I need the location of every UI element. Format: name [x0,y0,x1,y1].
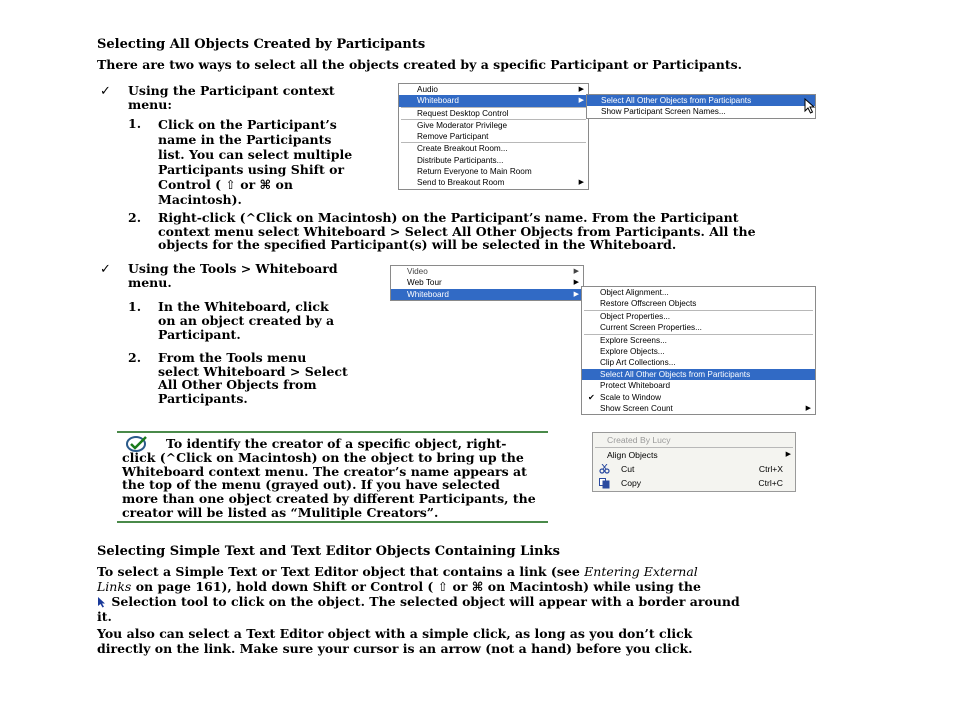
menu-item-explore-objects[interactable]: Explore Objects... [600,346,665,356]
menu-item-create-breakout[interactable]: Create Breakout Room... [417,144,508,154]
whiteboard-tools-submenu [581,286,816,415]
bullet-text [128,262,338,290]
menu-item-cut[interactable]: Cut Ctrl+X [593,462,795,476]
menu-item-protect-whiteboard[interactable]: Protect Whiteboard [600,381,671,391]
menu-item-explore-screens[interactable]: Explore Screens... [600,335,667,345]
menu-item-whiteboard[interactable]: Whiteboard ▶ [399,95,588,106]
step-number: 1. [128,116,142,131]
menu-item-created-by: Created By Lucy [607,435,671,445]
para-text: You also can select a Text Editor object with a simple click, as long as you don’t click [97,626,693,641]
para-text: it. [97,609,112,624]
submenu-arrow-icon: ▶ [573,290,579,298]
shortcut-copy: Ctrl+C [758,478,783,488]
tip-line: Whiteboard context menu. The creator’s name appears at [122,463,527,479]
whiteboard-context-menu [592,432,796,492]
menu-item-return-everyone[interactable]: Return Everyone to Main Room [417,167,532,177]
menu-item-object-properties[interactable]: Object Properties... [600,311,671,321]
menu-item-video[interactable]: Video ▶ [407,267,579,276]
whiteboard-submenu [586,94,816,119]
check-icon: ✓ [100,84,111,99]
step-line: From the Tools menu [158,350,307,365]
step-line: objects for the specified Participant(s) will be selected in the Whiteboard. [158,237,677,252]
intro-text: There are two ways to select all the objects created by a specific Participant or Participants. [97,57,742,72]
tip-line: To identify the creator of a specific object, right- [166,436,507,451]
menu-item-align-objects[interactable]: Align Objects ▶ [607,450,791,460]
tip-line: the top of the menu (grayed out). If you have selected [122,477,500,493]
menu-item-audio[interactable]: Audio ▶ [417,85,584,94]
menu-item-distribute[interactable]: Distribute Participants... [417,155,504,165]
step-text [158,300,334,342]
submenu-arrow-icon: ▶ [578,179,584,187]
cut-icon [599,464,610,474]
link-reference: Links [97,579,132,594]
section2-paragraph1 [97,564,740,624]
menu-item-whiteboard[interactable]: Whiteboard ▶ [391,289,583,300]
menu-item-show-screen-names[interactable]: Show Participant Screen Names... [601,107,726,117]
submenu-arrow-icon: ▶ [785,451,791,458]
bullet-line: menu. [128,275,172,290]
menu-item-web-tour[interactable]: Web Tour ▶ [407,278,579,288]
submenu-arrow-icon: ▶ [578,97,584,105]
menu-item-screen-properties[interactable]: Current Screen Properties... [600,323,702,333]
tip-text [122,437,536,520]
menu-item-scale-to-window[interactable]: ✔ Scale to Window [588,392,661,402]
checkmark-icon: ✔ [588,392,595,402]
step-text [158,211,756,252]
step-number: 2. [128,350,142,365]
section2-paragraph2 [97,627,692,656]
copy-icon [599,478,610,489]
link-reference: Entering External [584,564,698,579]
bullet-text: Using the Participant context menu: [128,83,335,112]
menu-item-clip-art[interactable]: Clip Art Collections... [600,358,676,368]
menu-item-object-alignment[interactable]: Object Alignment... [600,288,669,297]
para-text: To select a Simple Text or Text Editor object that contains a link (see [97,564,585,579]
step-line: All Other Objects from [158,377,317,392]
step-line: Right-click (^Click on Macintosh) on the Participant’s name. From the Participant [158,210,739,225]
menu-item-show-screen-count[interactable]: Show Screen Count ▶ [600,403,811,413]
selection-tool-icon [97,596,107,608]
para-text: directly on the link. Make sure your cursor is an arrow (not a hand) before you click. [97,640,693,656]
submenu-arrow-icon: ▶ [805,404,811,412]
submenu-arrow-icon: ▶ [573,279,579,287]
submenu-arrow-icon: ▶ [578,86,584,93]
menu-item-send-to-breakout[interactable]: Send to Breakout Room ▶ [417,178,584,188]
bullet-line: Using the Tools > Whiteboard [128,261,338,276]
menu-item-select-all-other-objects[interactable]: Select All Other Objects from Participants [587,95,815,106]
step-line: Control ( ⇧ or ⌘ on [158,177,293,192]
participant-context-menu [398,83,589,190]
cursor-arrow-icon [804,98,816,114]
step-line: In the Whiteboard, click [158,299,329,314]
step-line: Click on the Participant’s [158,117,337,132]
tip-line: creator will be listed as “Mulitiple Creators”. [122,504,439,520]
submenu-arrow-icon: ▶ [573,268,579,275]
menu-item-request-desktop-control[interactable]: Request Desktop Control [417,108,509,118]
para-text: Selection tool to click on the object. The selected object will appear with a border around [107,594,740,609]
check-icon: ✓ [100,262,111,277]
step-line: Participants using Shift or [158,162,345,177]
step-line: on an object created by a [158,313,335,328]
step-line: Participants. [158,390,248,406]
step-line: Participant. [158,327,241,342]
menu-item-restore-offscreen[interactable]: Restore Offscreen Objects [600,299,697,309]
step-text [158,117,352,207]
step-line: context menu select Whiteboard > Select All Other Objects from Participants. All the [158,223,756,239]
section-title: Selecting Simple Text and Text Editor Objects Containing Links [97,544,560,559]
section-title: Selecting All Objects Created by Participants [97,37,426,52]
tools-menu [390,265,584,301]
step-line: select Whiteboard > Select [158,363,348,379]
step-line: list. You can select multiple [158,147,353,162]
menu-item-give-moderator[interactable]: Give Moderator Privilege [417,120,508,130]
step-number: 2. [128,210,142,225]
step-line: Macintosh). [158,192,242,207]
tip-line: more than one object created by different Participants, the [122,491,536,507]
tip-line: click (^Click on Macintosh) on the object to bring up the [122,449,524,465]
step-number: 1. [128,299,142,314]
step-text [158,351,348,405]
shortcut-cut: Ctrl+X [758,464,783,474]
menu-item-remove-participant[interactable]: Remove Participant [417,132,489,142]
step-line: name in the Participants [158,132,332,147]
para-text: on page 161), hold down Shift or Control ( ⇧ or ⌘ on Macintosh) while using the [131,579,701,594]
menu-item-copy[interactable]: Copy Ctrl+C [593,476,795,490]
menu-item-select-all-other-objects[interactable]: Select All Other Objects from Participants [582,369,815,380]
